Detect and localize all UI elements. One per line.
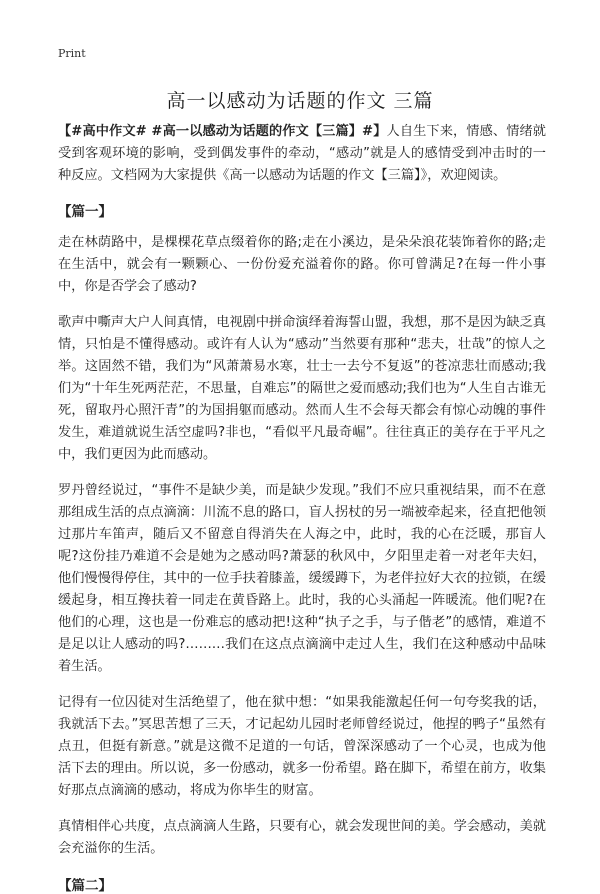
paragraph: 歌声中嘶声大户人间真情，电视剧中拼命演绎着海誓山盟，我想，那不是因为缺乏真情，只怕是不懂得感动。或许有人认为“感动”当然要有那种“悲夫，壮哉”的惊人之举。这固然不错，我们为“风萧萧易水寒，壮士一去兮不复返”的苍凉悲壮而感动;我们为“十年生死两茫茫，不思量，自难忘”的隔世之爱而感动;我们也为“人生自古谁无死，留取丹心照汗青”的为国捐躯而感动。然而人生不会每天都会有惊心动魄的事件发生，难道就说生活空虚吗?非也，“看似平凡最奇崛”。往往真正的美存在于平凡之中，我们更因为此而感动。 xyxy=(58,315,546,462)
print-link[interactable]: Print xyxy=(58,47,86,60)
section-heading-1: 【篇一】 xyxy=(58,204,112,220)
page-title: 高一以感动为话题的作文 三篇 xyxy=(166,90,434,112)
section-heading-2: 【篇二】 xyxy=(58,878,112,894)
paragraph: 记得有一位囚徒对生活绝望了，他在狱中想：“如果我能激起任何一句夸奖我的话，我就活下去。”冥思苦想了三天，才记起幼儿园时老师曾经说过，他捏的鸭子“虽然有点丑，但挺有新意。”就是这微不足道的一句话，曾深深感动了一个心灵，也成为他活下去的理由。所以说，多一份感动，就多一份希望。路在脚下，希望在前方，收集好那点点滴滴的感动，将成为你毕生的财富。 xyxy=(58,695,546,798)
intro-tag: 【#高中作文# #高一以感动为话题的作文【三篇】#】 xyxy=(58,124,387,139)
intro-paragraph xyxy=(58,121,546,187)
paragraph: 走在林荫路中，是棵棵花草点缀着你的路;走在小溪边，是朵朵浪花装饰着你的路;走在生活中，就会有一颗颗心、一份份爱充溢着你的路。你可曾满足?在每一件小事中，你是否学会了感动? xyxy=(58,235,546,294)
paragraph: 真情相伴心共度，点点滴滴人生路，只要有心，就会发现世间的美。学会感动，美就会充溢你的生活。 xyxy=(58,819,546,856)
intro-text: 人自生下来，情感、情绪就受到客观环境的影响，受到偶发事件的牵动，“感动”就是人的感情受到冲击时的一种反应。文档网为大家提供《高一以感动为话题的作文【三篇】》，欢迎阅读。 xyxy=(58,124,546,183)
paragraph: 罗丹曾经说过，“事件不是缺少美，而是缺少发现。”我们不应只重视结果，而不在意那组成生活的点点滴滴：川流不息的路口，盲人拐杖的另一端被牵起来，径直把他领过那片车笛声，随后又不留意自得消失在人海之中，此时，我的心在泛暖，那盲人呢?这份挂乃难道不会是她为之感动吗?萧瑟的秋风中，夕阳里走着一对老年夫妇，他们慢慢得停住，其中的一位手扶着膝盖，缓缓蹲下，为老伴拉好大衣的拉锁，在缓缓起身，相互搀扶着一同走在黄昏路上。此时，我的心头涌起一阵暖流。他们呢?在他们的心理，这也是一份难忘的感动把!这种“执子之手，与子偕老”的感情，难道不是足以让人感动的吗?………我们在这点点滴滴中走过人生，我们在这种感动中品味着生活。 xyxy=(58,483,546,674)
article-body xyxy=(58,121,546,894)
